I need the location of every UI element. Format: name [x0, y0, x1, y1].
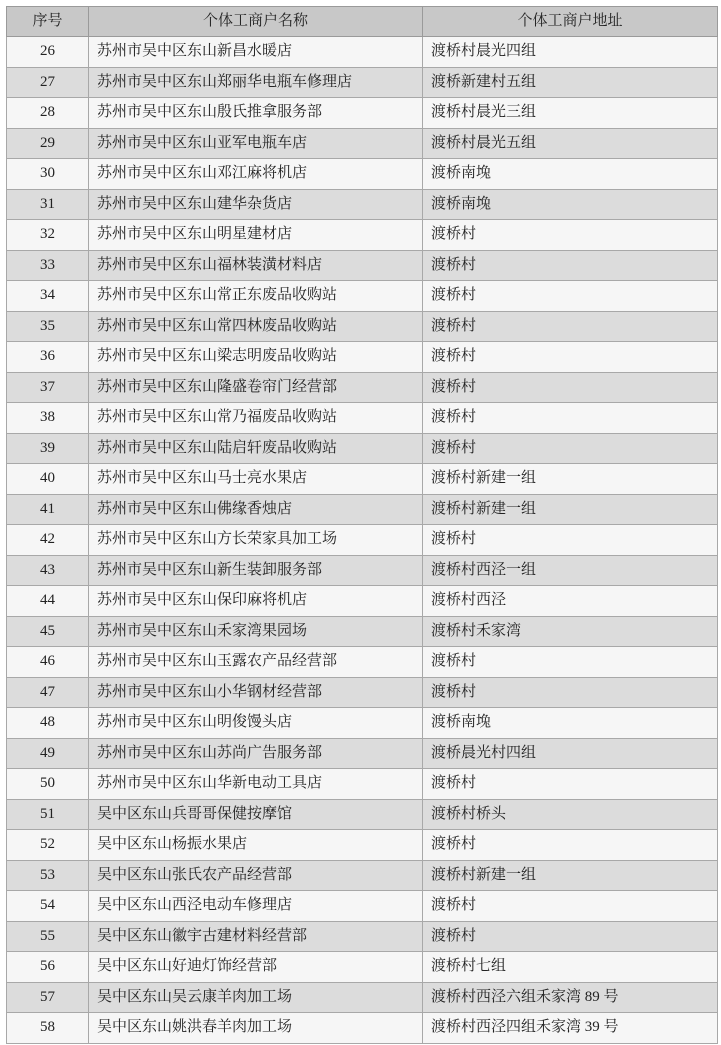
- business-address: 渡桥村: [423, 433, 718, 464]
- table-row: [7, 738, 718, 769]
- row-number: 56: [7, 952, 89, 983]
- row-number: 48: [7, 708, 89, 739]
- table-row: [7, 128, 718, 159]
- row-number: 58: [7, 1013, 89, 1044]
- row-number: 32: [7, 220, 89, 251]
- table-row: [7, 860, 718, 891]
- business-name: 吴中区东山张氏农产品经营部: [89, 860, 423, 891]
- row-number: 27: [7, 67, 89, 98]
- row-number: 51: [7, 799, 89, 830]
- row-number: 40: [7, 464, 89, 495]
- business-name: 苏州市吴中区东山隆盛卷帘门经营部: [89, 372, 423, 403]
- business-address: 渡桥村: [423, 769, 718, 800]
- business-name: 吴中区东山西泾电动车修理店: [89, 891, 423, 922]
- business-name: 苏州市吴中区东山新生装卸服务部: [89, 555, 423, 586]
- business-name: 苏州市吴中区东山新昌水暖店: [89, 37, 423, 68]
- business-address: 渡桥南堍: [423, 189, 718, 220]
- business-address: 渡桥村西泾四组禾家湾 39 号: [423, 1013, 718, 1044]
- table-row: [7, 586, 718, 617]
- table-row: [7, 952, 718, 983]
- business-name: 苏州市吴中区东山梁志明废品收购站: [89, 342, 423, 373]
- business-address: 渡桥村: [423, 372, 718, 403]
- row-number: 30: [7, 159, 89, 190]
- business-address: 渡桥村: [423, 281, 718, 312]
- table-row: [7, 769, 718, 800]
- row-number: 47: [7, 677, 89, 708]
- business-table: [6, 6, 718, 1044]
- business-name: 吴中区东山吴云康羊肉加工场: [89, 982, 423, 1013]
- business-name: 吴中区东山好迪灯饰经营部: [89, 952, 423, 983]
- row-number: 33: [7, 250, 89, 281]
- business-name: 苏州市吴中区东山陆启轩废品收购站: [89, 433, 423, 464]
- business-address: 渡桥村: [423, 311, 718, 342]
- row-number: 49: [7, 738, 89, 769]
- table-row: [7, 98, 718, 129]
- row-number: 43: [7, 555, 89, 586]
- row-number: 37: [7, 372, 89, 403]
- row-number: 53: [7, 860, 89, 891]
- business-address: 渡桥南堍: [423, 159, 718, 190]
- table-row: [7, 403, 718, 434]
- table-row: [7, 799, 718, 830]
- row-number: 26: [7, 37, 89, 68]
- header-row: [7, 7, 718, 37]
- row-number: 55: [7, 921, 89, 952]
- table-row: [7, 1013, 718, 1044]
- business-address: 渡桥村: [423, 830, 718, 861]
- table-row: [7, 555, 718, 586]
- business-name: 苏州市吴中区东山方长荣家具加工场: [89, 525, 423, 556]
- table-body: [7, 37, 718, 1044]
- row-number: 45: [7, 616, 89, 647]
- row-number: 31: [7, 189, 89, 220]
- business-name: 苏州市吴中区东山郑丽华电瓶车修理店: [89, 67, 423, 98]
- business-name: 苏州市吴中区东山保印麻将机店: [89, 586, 423, 617]
- business-name: 吴中区东山杨振水果店: [89, 830, 423, 861]
- row-number: 38: [7, 403, 89, 434]
- row-number: 39: [7, 433, 89, 464]
- business-name: 苏州市吴中区东山华新电动工具店: [89, 769, 423, 800]
- header-name: 个体工商户名称: [89, 7, 423, 37]
- business-address: 渡桥村: [423, 647, 718, 678]
- row-number: 36: [7, 342, 89, 373]
- table-row: [7, 464, 718, 495]
- business-address: 渡桥村新建一组: [423, 464, 718, 495]
- business-name: 苏州市吴中区东山亚军电瓶车店: [89, 128, 423, 159]
- business-address: 渡桥村新建一组: [423, 860, 718, 891]
- table-row: [7, 372, 718, 403]
- business-address: 渡桥村桥头: [423, 799, 718, 830]
- business-name: 苏州市吴中区东山马士亮水果店: [89, 464, 423, 495]
- business-address: 渡桥新建村五组: [423, 67, 718, 98]
- table-row: [7, 159, 718, 190]
- business-name: 苏州市吴中区东山福林装潢材料店: [89, 250, 423, 281]
- business-name: 苏州市吴中区东山佛缘香烛店: [89, 494, 423, 525]
- row-number: 42: [7, 525, 89, 556]
- business-address: 渡桥村晨光四组: [423, 37, 718, 68]
- business-address: 渡桥村: [423, 921, 718, 952]
- table-row: [7, 281, 718, 312]
- table-row: [7, 433, 718, 464]
- table-row: [7, 37, 718, 68]
- row-number: 41: [7, 494, 89, 525]
- business-name: 苏州市吴中区东山明俊馒头店: [89, 708, 423, 739]
- business-address: 渡桥村: [423, 677, 718, 708]
- business-address: 渡桥村: [423, 220, 718, 251]
- table-row: [7, 342, 718, 373]
- row-number: 46: [7, 647, 89, 678]
- business-name: 苏州市吴中区东山玉露农产品经营部: [89, 647, 423, 678]
- row-number: 35: [7, 311, 89, 342]
- business-name: 苏州市吴中区东山邓江麻将机店: [89, 159, 423, 190]
- business-address: 渡桥村七组: [423, 952, 718, 983]
- row-number: 54: [7, 891, 89, 922]
- row-number: 52: [7, 830, 89, 861]
- business-address: 渡桥村西泾: [423, 586, 718, 617]
- row-number: 29: [7, 128, 89, 159]
- table-row: [7, 311, 718, 342]
- business-name: 苏州市吴中区东山明星建材店: [89, 220, 423, 251]
- row-number: 44: [7, 586, 89, 617]
- business-name: 吴中区东山姚洪春羊肉加工场: [89, 1013, 423, 1044]
- table-row: [7, 250, 718, 281]
- table-row: [7, 494, 718, 525]
- business-name: 苏州市吴中区东山禾家湾果园场: [89, 616, 423, 647]
- business-address: 渡桥村晨光五组: [423, 128, 718, 159]
- business-name: 苏州市吴中区东山苏尚广告服务部: [89, 738, 423, 769]
- business-address: 渡桥村: [423, 891, 718, 922]
- table-row: [7, 525, 718, 556]
- table-row: [7, 677, 718, 708]
- row-number: 34: [7, 281, 89, 312]
- business-name: 苏州市吴中区东山小华钢材经营部: [89, 677, 423, 708]
- business-address: 渡桥村: [423, 250, 718, 281]
- business-name: 苏州市吴中区东山建华杂货店: [89, 189, 423, 220]
- business-address: 渡桥南堍: [423, 708, 718, 739]
- table-row: [7, 189, 718, 220]
- table-row: [7, 647, 718, 678]
- business-address: 渡桥村西泾六组禾家湾 89 号: [423, 982, 718, 1013]
- table-row: [7, 708, 718, 739]
- business-name: 吴中区东山徽宇古建材料经营部: [89, 921, 423, 952]
- table-row: [7, 891, 718, 922]
- business-address: 渡桥晨光村四组: [423, 738, 718, 769]
- header-no: 序号: [7, 7, 89, 37]
- business-address: 渡桥村西泾一组: [423, 555, 718, 586]
- row-number: 50: [7, 769, 89, 800]
- row-number: 28: [7, 98, 89, 129]
- business-name: 苏州市吴中区东山殷氏推拿服务部: [89, 98, 423, 129]
- table-row: [7, 921, 718, 952]
- table-row: [7, 616, 718, 647]
- business-address: 渡桥村: [423, 403, 718, 434]
- business-address: 渡桥村: [423, 342, 718, 373]
- table-row: [7, 982, 718, 1013]
- table-row: [7, 220, 718, 251]
- table-row: [7, 67, 718, 98]
- table-row: [7, 830, 718, 861]
- row-number: 57: [7, 982, 89, 1013]
- business-address: 渡桥村新建一组: [423, 494, 718, 525]
- business-address: 渡桥村晨光三组: [423, 98, 718, 129]
- business-address: 渡桥村: [423, 525, 718, 556]
- business-name: 苏州市吴中区东山常乃福废品收购站: [89, 403, 423, 434]
- header-address: 个体工商户地址: [423, 7, 718, 37]
- business-name: 吴中区东山兵哥哥保健按摩馆: [89, 799, 423, 830]
- business-name: 苏州市吴中区东山常正东废品收购站: [89, 281, 423, 312]
- business-address: 渡桥村禾家湾: [423, 616, 718, 647]
- business-name: 苏州市吴中区东山常四林废品收购站: [89, 311, 423, 342]
